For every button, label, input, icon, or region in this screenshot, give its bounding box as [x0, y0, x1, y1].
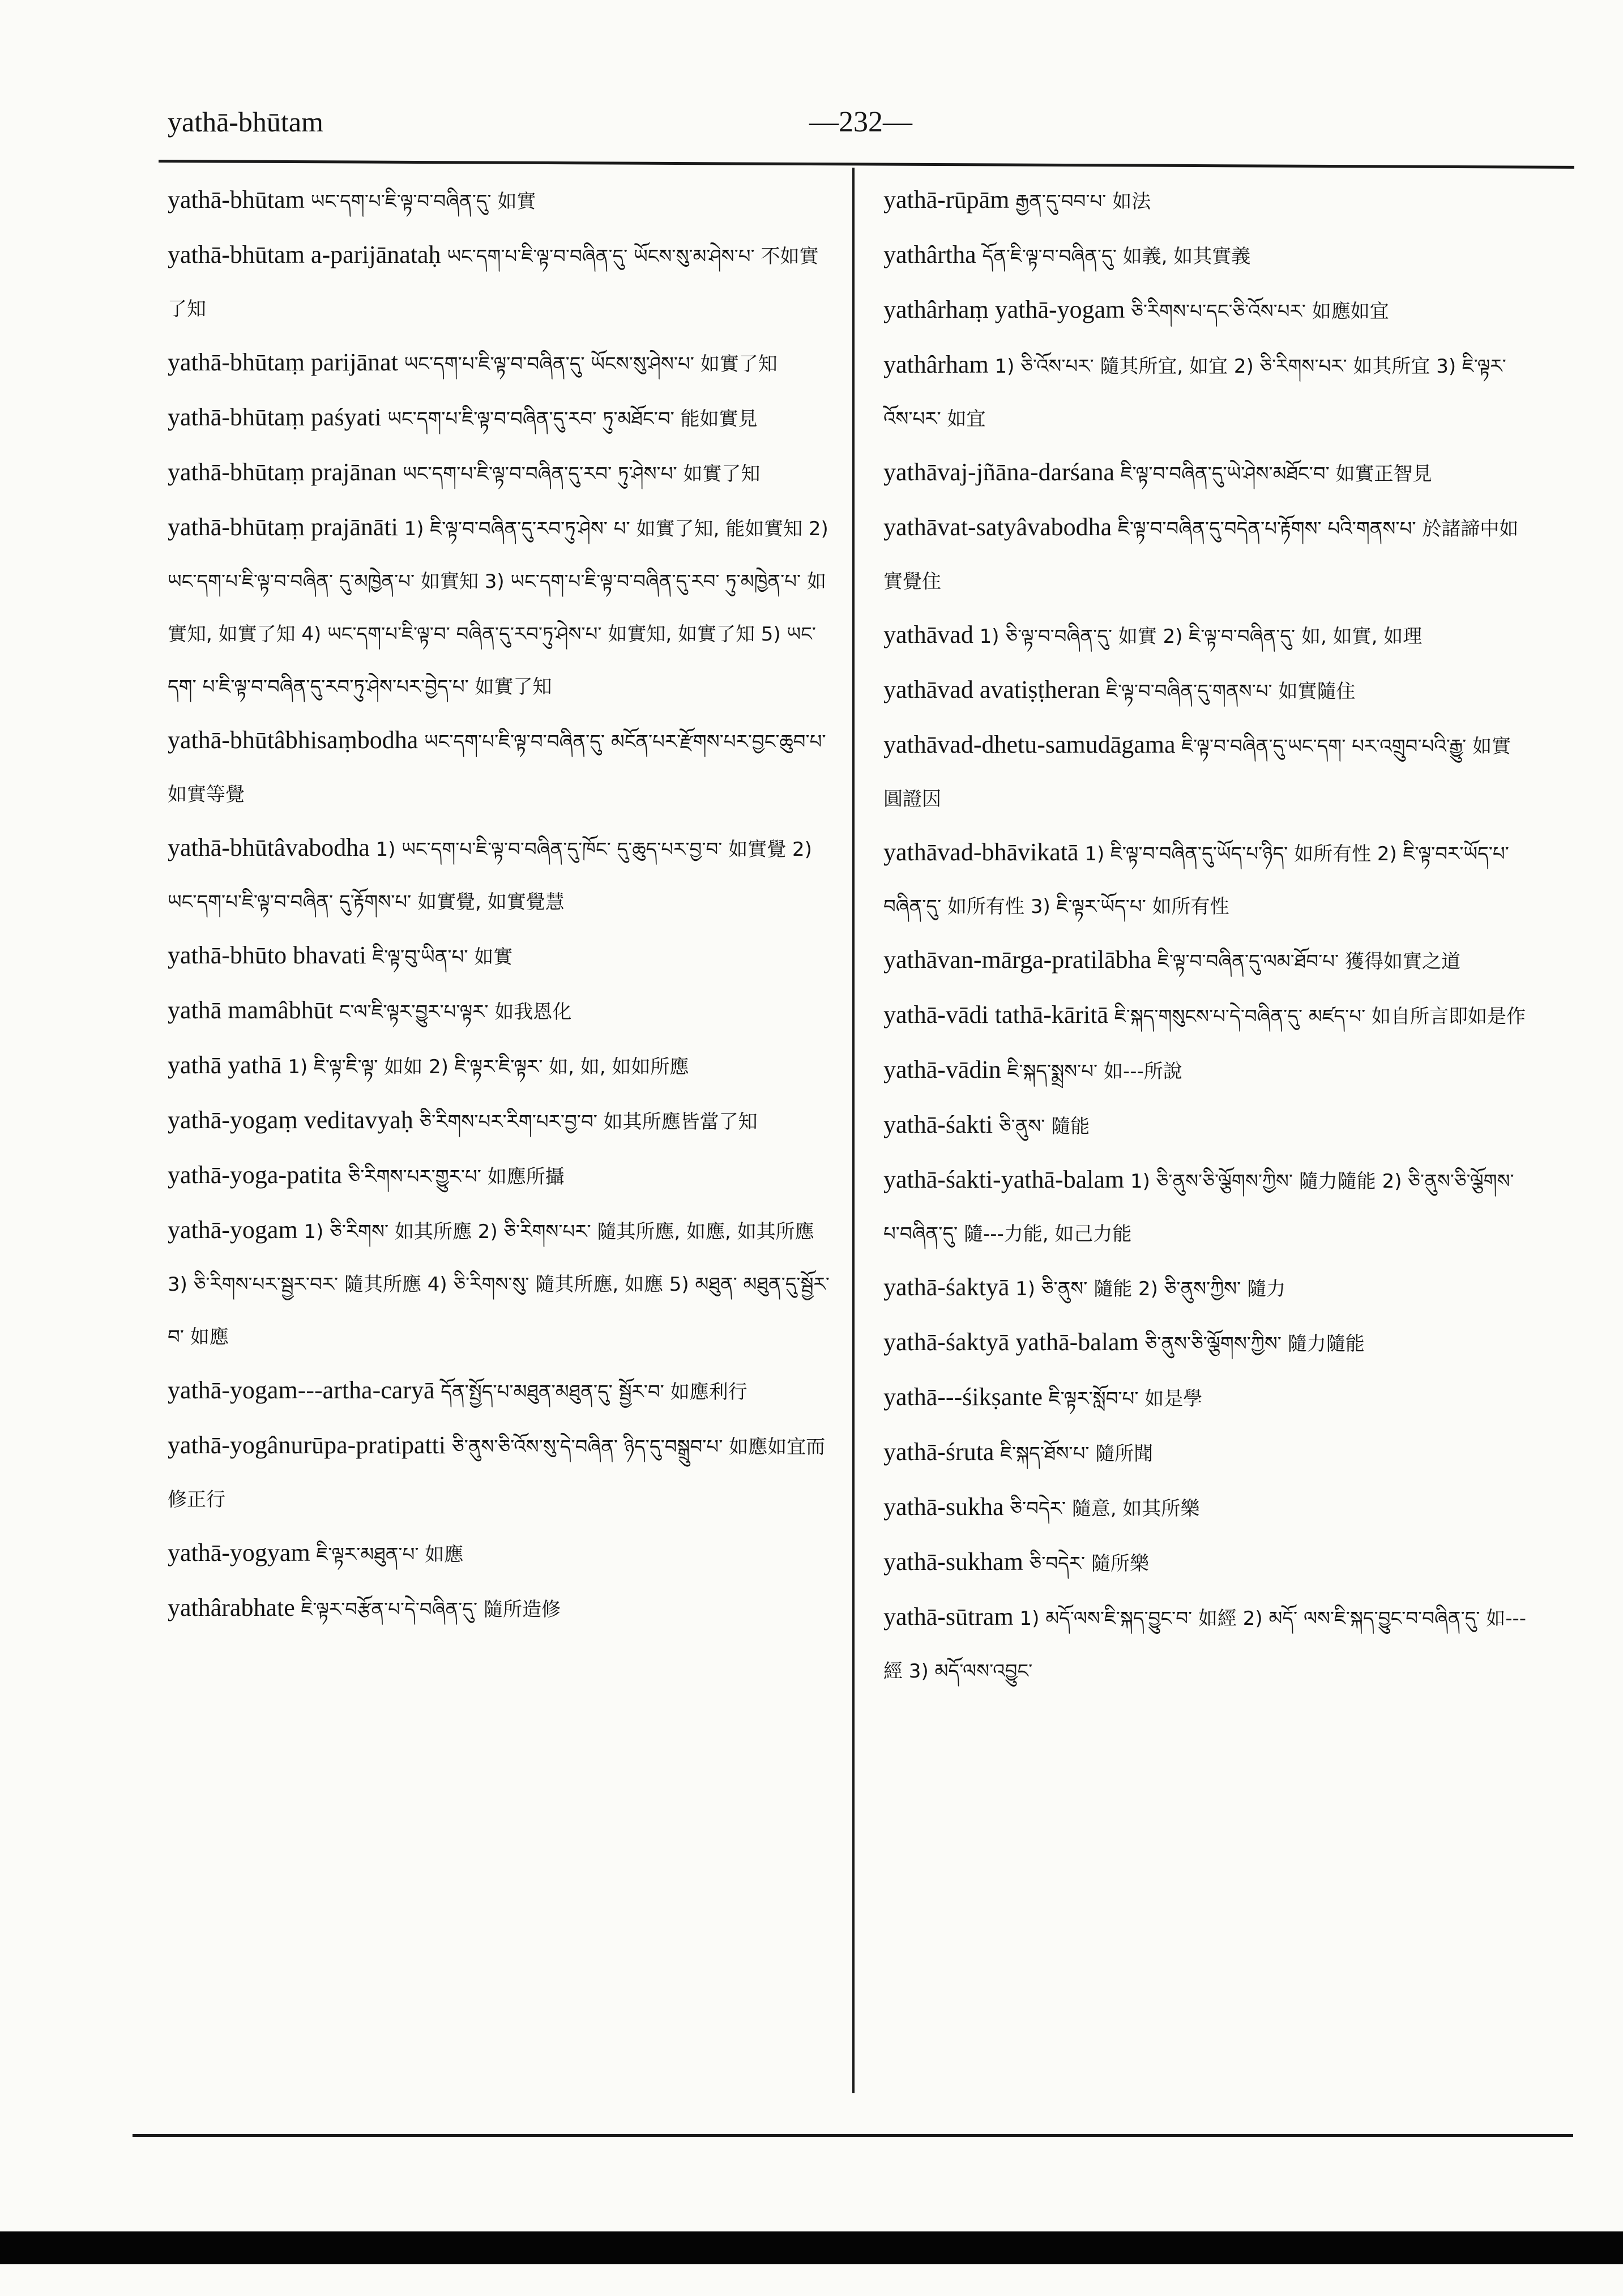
- dictionary-entry: [883, 1371, 1529, 1426]
- entry-definition: ཅི་བདེར་ 隨所樂: [1029, 1552, 1149, 1575]
- entry-definition: 1) ཅི་ལྟ་བ་བཞིན་དུ་ 如實 2) ཇི་ལྟ་བ་བཞིན་དུ་ 如, 如實, 如理: [979, 625, 1423, 648]
- entry-headword: yathāvat-satyâvabodha: [883, 513, 1112, 541]
- entry-definition: ཇི་ལྟར་མཐུན་པ་ 如應: [316, 1543, 464, 1566]
- dictionary-entry: [168, 391, 830, 446]
- entry-headword: yathârham: [883, 351, 989, 378]
- bottom-rule: [133, 2134, 1573, 2137]
- dictionary-entry: [168, 1149, 830, 1204]
- entry-definition: 1) ཅི་ནུས་ 隨能 2) ཅི་ནུས་ཀྱིས་ 隨力: [1015, 1278, 1286, 1300]
- entry-definition: 1) ཅི་རིགས་ 如其所應 2) ཅི་རིགས་པར་ 隨其所應, 如應, 如其所應 3) ཅི་རིགས་པར་སྦྱར་བར་ 隨其所應 4) ཅི་རིགས་སུ་ 隨其所應, 如應 5) མཐུན་ མཐུན་དུ་སྦྱོར་བ་ 如應: [168, 1220, 830, 1348]
- dictionary-entry: [168, 1581, 830, 1636]
- entry-headword: yathāvad: [883, 621, 973, 648]
- dictionary-entry: [883, 338, 1529, 446]
- entry-definition: ཅི་རིགས་པར་གྱུར་པ་ 如應所攝: [348, 1166, 565, 1188]
- entry-headword: yathā-sukha: [883, 1493, 1004, 1521]
- entry-headword: yathāvad avatiṣṭheran: [883, 676, 1100, 703]
- entry-headword: yathā-yogam---artha-caryā: [168, 1376, 435, 1404]
- entry-definition: ཡང་དག་པ་ཇི་ལྟ་བ་བཞིན་དུ་ མངོན་པར་རྫོགས་པར་བྱང་ཆུབ་པ་ 如實等覺: [168, 731, 832, 806]
- dictionary-entry: [168, 1204, 830, 1364]
- entry-definition: ཅི་ནུས་ཅི་ལྕོགས་ཀྱིས་ 隨力隨能: [1144, 1333, 1365, 1355]
- entry-definition: ཡང་དག་པ་ཇི་ལྟ་བ་བཞིན་དུ་ 如實: [310, 190, 536, 213]
- top-rule: [159, 160, 1574, 169]
- entry-headword: yathā-bhūtam a-parijānataḥ: [168, 241, 441, 268]
- entry-definition: ཇི་ལྟར་བརྩོན་པ་དེ་བཞིན་དུ་ 隨所造修: [301, 1598, 561, 1621]
- dictionary-entry: [883, 663, 1529, 718]
- entry-headword: yathā-śakti-yathā-balam: [883, 1166, 1125, 1193]
- dictionary-entry: [168, 984, 830, 1039]
- dictionary-entry: [168, 821, 830, 929]
- left-column: [168, 173, 835, 1636]
- entry-headword: yathā-śruta: [883, 1438, 994, 1466]
- entry-definition: ཡང་དག་པ་ཇི་ལྟ་བ་བཞིན་དུ་ ཡོངས་སུ་ཤེས་པ་ 如實了知: [404, 353, 778, 375]
- dictionary-entry: [883, 826, 1529, 933]
- entry-definition: 1) ཇི་ལྟ་བ་བཞིན་དུ་ཡོད་པ་ཉིད་ 如所有性 2) ཇི་ལྟ་བར་ཡོད་པ་བཞིན་དུ་ 如所有性 3) ཇི་ལྟར་ཡོད་པ་ 如所有性: [883, 843, 1509, 918]
- entry-definition: ཡང་དག་པ་ཇི་ལྟ་བ་བཞིན་དུ་རབ་ ཏུ་མཐོང་བ་ 能如實見: [387, 408, 758, 430]
- entry-definition: རྒྱན་དུ་བབ་པ་ 如法: [1015, 190, 1151, 213]
- entry-definition: ཇི་ལྟར་སློབ་པ་ 如是學: [1048, 1388, 1203, 1410]
- dictionary-entry: [883, 173, 1529, 228]
- entry-headword: yathā-yogyam: [168, 1539, 310, 1567]
- dictionary-entry: [168, 446, 830, 501]
- entry-headword: yathā-bhūtâvabodha: [168, 834, 370, 861]
- entry-headword: yathā yathā: [168, 1051, 282, 1079]
- dictionary-entry: [883, 1043, 1529, 1098]
- entry-definition: ཅི་རིགས་པར་རིག་པར་བྱ་བ་ 如其所應皆當了知: [419, 1111, 758, 1133]
- entry-definition: ཅི་རིགས་པ་དང་ཅི་འོས་པར་ 如應如宜: [1131, 300, 1389, 323]
- entry-headword: yathā-bhūtâbhisaṃbodha: [168, 726, 418, 754]
- dictionary-entry: [168, 1364, 830, 1419]
- entry-headword: yathā-vādin: [883, 1056, 1001, 1083]
- entry-headword: yathā-bhūtaṃ prajānāti: [168, 513, 398, 541]
- dictionary-entry: [883, 988, 1529, 1043]
- entry-headword: yathā-bhūto bhavati: [168, 941, 366, 969]
- dictionary-entry: [883, 1535, 1529, 1590]
- running-head: yathā-bhūtam: [168, 106, 323, 138]
- dictionary-entry: [883, 933, 1529, 988]
- entry-definition: 1) ཅི་ནུས་ཅི་ལྕོགས་ཀྱིས་ 隨力隨能 2) ཅི་ནུས་ཅི་ལྕོགས་པ་བཞིན་དུ་ 隨---力能, 如己力能: [883, 1170, 1514, 1245]
- dictionary-entry: [168, 501, 835, 714]
- dictionary-entry: [883, 446, 1529, 501]
- entry-headword: yathā-yogaṃ veditavyaḥ: [168, 1106, 413, 1134]
- entry-headword: yathârhaṃ yathā-yogam: [883, 296, 1125, 323]
- entry-definition: 1) ཡང་དག་པ་ཇི་ལྟ་བ་བཞིན་དུ་ཁོང་ དུ་ཆུད་པར་བྱ་བ་ 如實覺 2) ཡང་དག་པ་ཇི་ལྟ་བ་བཞིན་ དུ་རྟོགས་པ་ 如實覺, 如實覺慧: [168, 838, 818, 914]
- entry-headword: yathā-bhūtam: [168, 186, 305, 214]
- entry-definition: 1) ཇི་ལྟ་བ་བཞིན་དུ་རབ་ཏུ་ཤེས་ པ་ 如實了知, 能如實知 2) ཡང་དག་པ་ཇི་ལྟ་བ་བཞིན་ དུ་མཁྱེན་པ་ 如實知 3) ཡང་དག་པ་ཇི་ལྟ་བ་བཞིན་དུ་རབ་ ཏུ་མཁྱེན་པ་ 如實知, 如實了知 4) ཡང་དག་པ་ཇི་ལྟ་བ་ བཞིན་དུ་རབ་ཏུ་ཤེས་པ་ 如實知, 如實了知 5) ཡང་དག་ པ་ཇི་ལྟ་བ་བཞིན་དུ་རབ་ཏུ་ཤེས་པར་བྱེད་པ་ 如實了知: [168, 518, 835, 698]
- entry-definition: ཅི་ནུས་ཅི་འོས་སུ་དེ་བཞིན་ ཉིད་དུ་བསྒྲུབ་པ་ 如應如宜而修正行: [168, 1436, 826, 1511]
- entry-definition: ཅི་བདེར་ 隨意, 如其所樂: [1010, 1497, 1200, 1520]
- entry-headword: yathā-bhūtaṃ parijānat: [168, 348, 398, 376]
- page-number: —232—: [809, 106, 912, 138]
- entry-headword: yathârabhate: [168, 1594, 295, 1621]
- entry-headword: yathā mamâbhūt: [168, 996, 334, 1024]
- entry-headword: yathā-yogânurūpa-pratipatti: [168, 1431, 446, 1459]
- entry-definition: ཇི་སྐད་ཐོས་པ་ 隨所聞: [1000, 1443, 1154, 1465]
- entry-definition: 1) ཇི་ལྟ་ཇི་ལྟ་ 如如 2) ཇི་ལྟར་ཇི་ལྟར་ 如, 如, 如如所應: [288, 1056, 689, 1078]
- dictionary-entry: [883, 1426, 1529, 1480]
- entry-headword: yathā-vādi tathā-kāritā: [883, 1001, 1109, 1028]
- entry-definition: ཇི་ལྟ་བ་བཞིན་དུ་གནས་པ་ 如實隨住: [1106, 680, 1356, 703]
- entry-headword: yathā-sukham: [883, 1548, 1023, 1576]
- entry-definition: ཇི་སྐད་གསུངས་པ་དེ་བཞིན་དུ་ མཛད་པ་ 如自所言即如是作: [1114, 1005, 1526, 1028]
- entry-headword: yathā-bhūtaṃ paśyati: [168, 403, 382, 431]
- entry-definition: ཡང་དག་པ་ཇི་ལྟ་བ་བཞིན་དུ་ ཡོངས་སུ་མ་ཤེས་པ་ 不如實了知: [168, 245, 819, 321]
- right-column: [883, 173, 1529, 1698]
- entry-definition: 1) ཅི་འོས་པར་ 隨其所宜, 如宜 2) ཅི་རིགས་པར་ 如其所宜 3) ཇི་ལྟར་འོས་པར་ 如宜: [883, 355, 1506, 430]
- dictionary-entry: [883, 718, 1529, 826]
- entry-definition: ཇི་སྐད་སྨྲས་པ་ 如---所說: [1007, 1060, 1182, 1083]
- dictionary-entry: [168, 228, 830, 336]
- entry-definition: ཅི་ནུས་ 隨能: [998, 1115, 1090, 1138]
- dictionary-entry: [883, 608, 1529, 663]
- entry-definition: ང་ལ་ཇི་ལྟར་བྱུར་པ་ལྟར་ 如我恩化: [339, 1001, 572, 1023]
- dictionary-entry: [883, 1316, 1529, 1371]
- column-divider: [852, 168, 855, 2093]
- entry-definition: དོན་ཇི་ལྟ་བ་བཞིན་དུ་ 如義, 如其實義: [982, 245, 1251, 268]
- dictionary-entry: [168, 336, 830, 391]
- entry-definition: ཇི་ལྟ་བ་བཞིན་དུ་ལམ་ཐོབ་པ་ 獲得如實之道: [1157, 950, 1461, 973]
- entry-definition: ཡང་དག་པ་ཇི་ལྟ་བ་བཞིན་དུ་རབ་ ཏུ་ཤེས་པ་ 如實了知: [403, 463, 761, 485]
- entry-headword: yathā---śikṣante: [883, 1383, 1043, 1411]
- dictionary-entry: [168, 173, 830, 228]
- entry-headword: yathā-rūpām: [883, 186, 1010, 214]
- entry-headword: yathāvad-bhāvikatā: [883, 838, 1079, 866]
- entry-definition: ཇི་ལྟ་བ་བཞིན་དུ་བདེན་པ་རྟོགས་ པའི་གནས་པ་ 於諸諦中如實覺住: [883, 518, 1519, 593]
- entry-definition: 1) མདོ་ལས་ཇི་སྐད་བྱུང་བ་ 如經 2) མདོ་ ལས་ཇི་སྐད་བྱུང་བ་བཞིན་དུ་ 如---經 3) མདོ་ལས་འབྱུང་: [883, 1607, 1527, 1683]
- scan-edge-band: [0, 2231, 1623, 2264]
- entry-headword: yathā-śaktyā: [883, 1273, 1010, 1301]
- dictionary-entry: [883, 1153, 1529, 1261]
- dictionary-entry: [883, 1098, 1529, 1153]
- entry-headword: yathāvad-dhetu-samudāgama: [883, 731, 1176, 758]
- dictionary-entry: [883, 1480, 1529, 1535]
- entry-definition: ཇི་ལྟ་བུ་ཡིན་པ་ 如實: [372, 946, 513, 968]
- dictionary-entry: [883, 1590, 1529, 1698]
- dictionary-entry: [168, 1039, 830, 1094]
- entry-headword: yathāvan-mārga-pratilābha: [883, 946, 1152, 974]
- dictionary-entry: [883, 283, 1529, 338]
- entry-definition: དོན་སྤྱོད་པ་མཐུན་མཐུན་དུ་ སྦྱོར་བ་ 如應利行: [441, 1381, 748, 1403]
- dictionary-entry: [168, 714, 830, 821]
- entry-headword: yathāvaj-jñāna-darśana: [883, 458, 1114, 486]
- entry-headword: yathā-sūtram: [883, 1603, 1014, 1631]
- dictionary-entry: [883, 1261, 1529, 1316]
- entry-headword: yathā-yoga-patita: [168, 1161, 342, 1189]
- dictionary-entry: [883, 228, 1529, 283]
- entry-headword: yathârtha: [883, 241, 976, 268]
- dictionary-entry: [168, 1094, 830, 1149]
- entry-definition: ཇི་ལྟ་བ་བཞིན་དུ་ཡང་དག་ པར་འགྲུབ་པའི་རྒྱུ་ 如實圓證因: [883, 735, 1511, 810]
- dictionary-entry: [168, 929, 830, 984]
- entry-definition: ཇི་ལྟ་བ་བཞིན་དུ་ཡེ་ཤེས་མཐོང་བ་ 如實正智見: [1120, 463, 1432, 485]
- entry-headword: yathā-bhūtaṃ prajānan: [168, 458, 397, 486]
- entry-headword: yathā-śaktyā yathā-balam: [883, 1328, 1139, 1356]
- entry-headword: yathā-śakti: [883, 1111, 993, 1138]
- dictionary-entry: [883, 501, 1529, 608]
- dictionary-entry: [168, 1419, 830, 1526]
- dictionary-entry: [168, 1526, 830, 1581]
- entry-headword: yathā-yogam: [168, 1216, 298, 1244]
